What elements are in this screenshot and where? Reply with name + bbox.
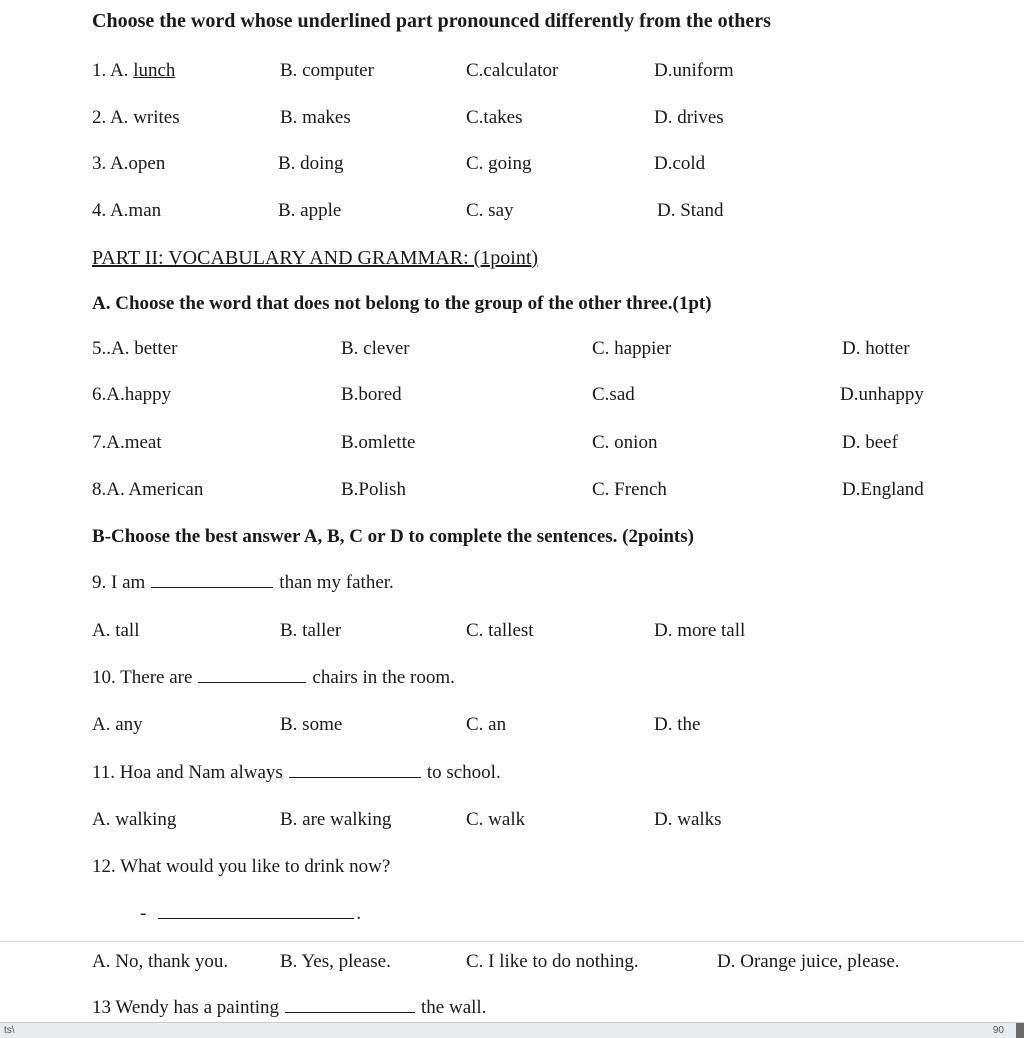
- status-left-text: ts\: [4, 1025, 15, 1036]
- section-a-heading: A. Choose the word that does not belong to the group of the other three.(1pt): [92, 293, 712, 314]
- q10-option-b: B. some: [280, 714, 343, 735]
- q8-option-c: C. French: [592, 479, 667, 500]
- scrollbar-handle[interactable]: [1016, 1023, 1024, 1038]
- q10-stem: 10. There are chairs in the room.: [92, 667, 455, 688]
- q7-option-b: B.omlette: [341, 432, 416, 453]
- q7-option-a: 7.A.meat: [92, 432, 162, 453]
- q10-option-d: D. the: [654, 714, 701, 735]
- part-heading: PART II: VOCABULARY AND GRAMMAR: (1point): [92, 247, 539, 269]
- q6-option-b: B.bored: [341, 384, 402, 405]
- q9-option-c: C. tallest: [466, 620, 534, 641]
- q5-option-d: D. hotter: [842, 338, 910, 359]
- heading-pronunciation: Choose the word whose underlined part pronounced differently from the others: [92, 10, 771, 32]
- q12-option-d: D. Orange juice, please.: [717, 951, 900, 972]
- q11-option-a: A. walking: [92, 809, 177, 830]
- q12-option-b: B. Yes, please.: [280, 951, 391, 972]
- q10-option-c: C. an: [466, 714, 507, 735]
- q5-option-c: C. happier: [592, 338, 672, 359]
- q11-option-d: D. walks: [654, 809, 722, 830]
- answer-blank: [198, 666, 306, 683]
- status-right-text: 90: [992, 1025, 1004, 1036]
- q2-option-a: 2. A. writes: [92, 107, 180, 128]
- section-b-heading: B-Choose the best answer A, B, C or D to complete the sentences. (2points): [92, 526, 694, 547]
- q4-option-c: C. say: [466, 200, 514, 221]
- q3-option-c: C. going: [466, 153, 532, 174]
- answer-blank: [151, 571, 273, 588]
- q12-answer-line: - .: [140, 903, 362, 924]
- q5-option-b: B. clever: [341, 338, 410, 359]
- q12-option-a: A. No, thank you.: [92, 951, 229, 972]
- q2-option-d: D. drives: [654, 107, 724, 128]
- q6-option-c: C.sad: [592, 384, 635, 405]
- q9-option-d: D. more tall: [654, 620, 746, 641]
- answer-blank: [289, 761, 421, 778]
- q7-option-c: C. onion: [592, 432, 658, 453]
- q8-option-a: 8.A. American: [92, 479, 204, 500]
- q12-option-c: C. I like to do nothing.: [466, 951, 639, 972]
- q6-option-d: D.unhappy: [840, 384, 924, 405]
- q9-option-b: B. taller: [280, 620, 342, 641]
- q13-stem: 13 Wendy has a painting the wall.: [92, 997, 487, 1018]
- q3-option-b: B. doing: [278, 153, 344, 174]
- q11-option-b: B. are walking: [280, 809, 392, 830]
- q8-option-b: B.Polish: [341, 479, 406, 500]
- q2-option-b: B. makes: [280, 107, 351, 128]
- q1-option-c: C.calculator: [466, 60, 559, 81]
- q4-option-a: 4. A.man: [92, 200, 162, 221]
- q11-stem: 11. Hoa and Nam always to school.: [92, 762, 501, 783]
- q5-option-a: 5..A. better: [92, 338, 178, 359]
- q1-option-d: D.uniform: [654, 60, 734, 81]
- q10-option-a: A. any: [92, 714, 143, 735]
- q3-option-d: D.cold: [654, 153, 706, 174]
- q12-stem: 12. What would you like to drink now?: [92, 856, 391, 877]
- q3-option-a: 3. A.open: [92, 153, 166, 174]
- q8-option-d: D.England: [842, 479, 924, 500]
- answer-blank: [285, 996, 415, 1013]
- q9-option-a: A. tall: [92, 620, 140, 641]
- q7-option-d: D. beef: [842, 432, 898, 453]
- answer-blank: [158, 902, 354, 919]
- q4-option-b: B. apple: [278, 200, 342, 221]
- q9-stem: 9. I am than my father.: [92, 572, 394, 593]
- q2-option-c: C.takes: [466, 107, 523, 128]
- q6-option-a: 6.A.happy: [92, 384, 172, 405]
- q1-option-a: 1. A. lunch: [92, 60, 176, 81]
- q11-option-c: C. walk: [466, 809, 526, 830]
- status-bar: [0, 1022, 1024, 1038]
- page-separator: [0, 941, 1024, 942]
- q1-option-b: B. computer: [280, 60, 374, 81]
- q4-option-d: D. Stand: [657, 200, 724, 221]
